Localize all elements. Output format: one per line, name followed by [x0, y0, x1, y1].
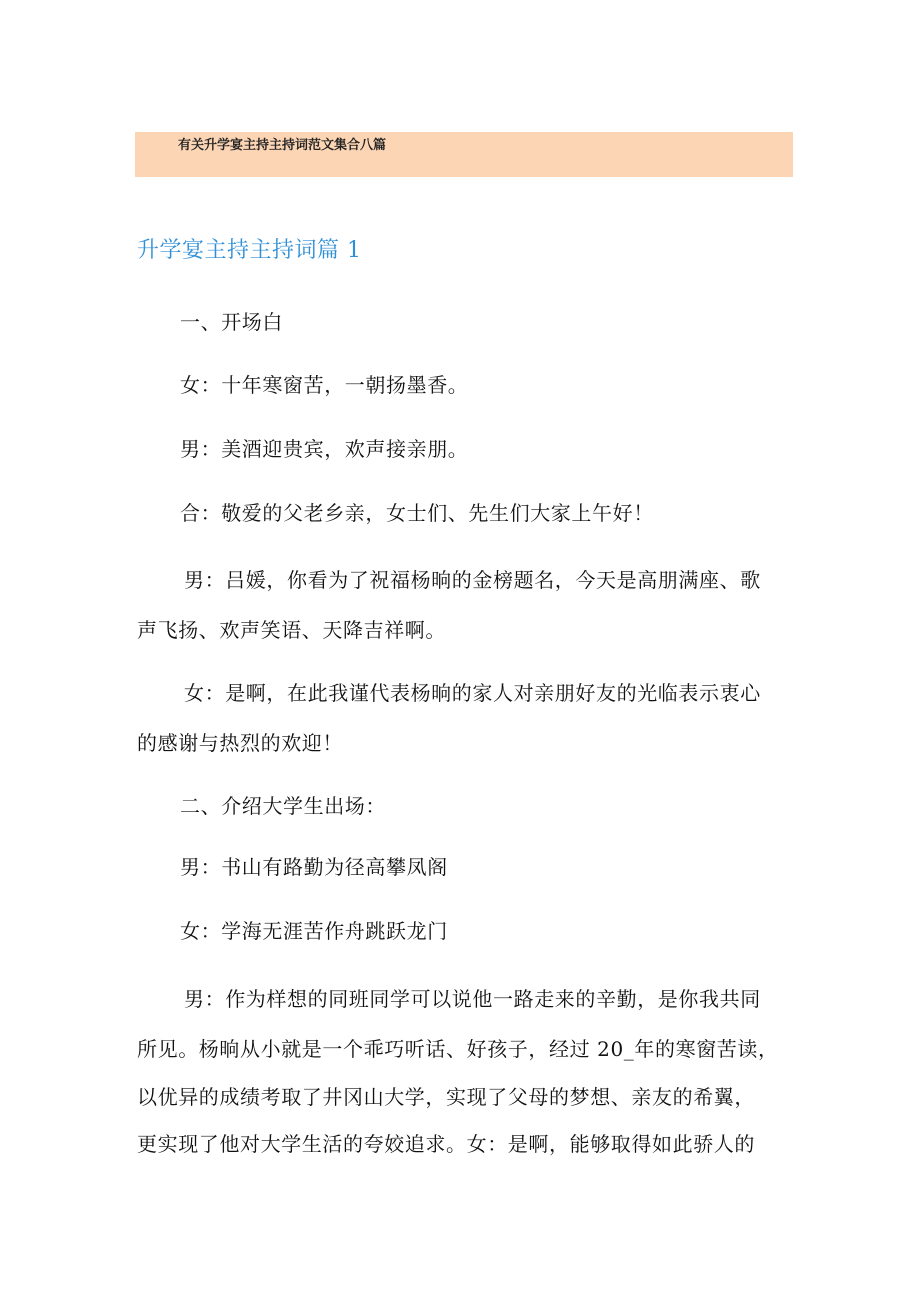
paragraph-line: 声飞扬、欢声笑语、天降吉祥啊。: [137, 618, 446, 642]
paragraph-line: 女：十年寒窗苦，一朝扬墨香。: [180, 373, 469, 397]
document-title: 有关升学宴主持主持词范文集合八篇: [178, 138, 387, 153]
paragraph-line: 女：是啊，在此我谨代表杨晌的家人对亲朋好友的光临表示衷心: [184, 681, 761, 705]
paragraph-line: 以优异的成绩考取了井冈山大学，实现了父母的梦想、亲友的希翼，: [137, 1085, 755, 1109]
paragraph-line: 男：书山有路勤为径高攀凤阁: [180, 855, 448, 879]
paragraph-line: 合：敬爱的父老乡亲，女士们、先生们大家上午好！: [180, 501, 654, 525]
paragraph-line: 男：美酒迎贵宾，欢声接亲朋。: [180, 437, 469, 461]
paragraph-line: 男：吕媛，你看为了祝福杨晌的金榜题名，今天是高朋满座、歌: [184, 568, 761, 592]
paragraph-line: 更实现了他对大学生活的夸姣追求。女：是啊，能够取得如此骄人的: [137, 1132, 755, 1156]
section-heading: 升学宴主持主持词篇 1: [137, 238, 362, 263]
paragraph-line: 一、开场白: [180, 310, 283, 334]
paragraph-line: 二、介绍大学生出场：: [180, 794, 386, 818]
paragraph-line: 男：作为样想的同班同学可以说他一路走来的辛勤，是你我共同: [184, 987, 761, 1011]
title-banner: [135, 132, 793, 177]
paragraph-line: 所见。杨晌从小就是一个乖巧听话、好孩子，经过 20_年的寒窗苦读，: [137, 1037, 779, 1061]
paragraph-line: 的感谢与热烈的欢迎！: [137, 731, 343, 755]
paragraph-line: 女：学海无涯苦作舟跳跃龙门: [180, 919, 448, 943]
